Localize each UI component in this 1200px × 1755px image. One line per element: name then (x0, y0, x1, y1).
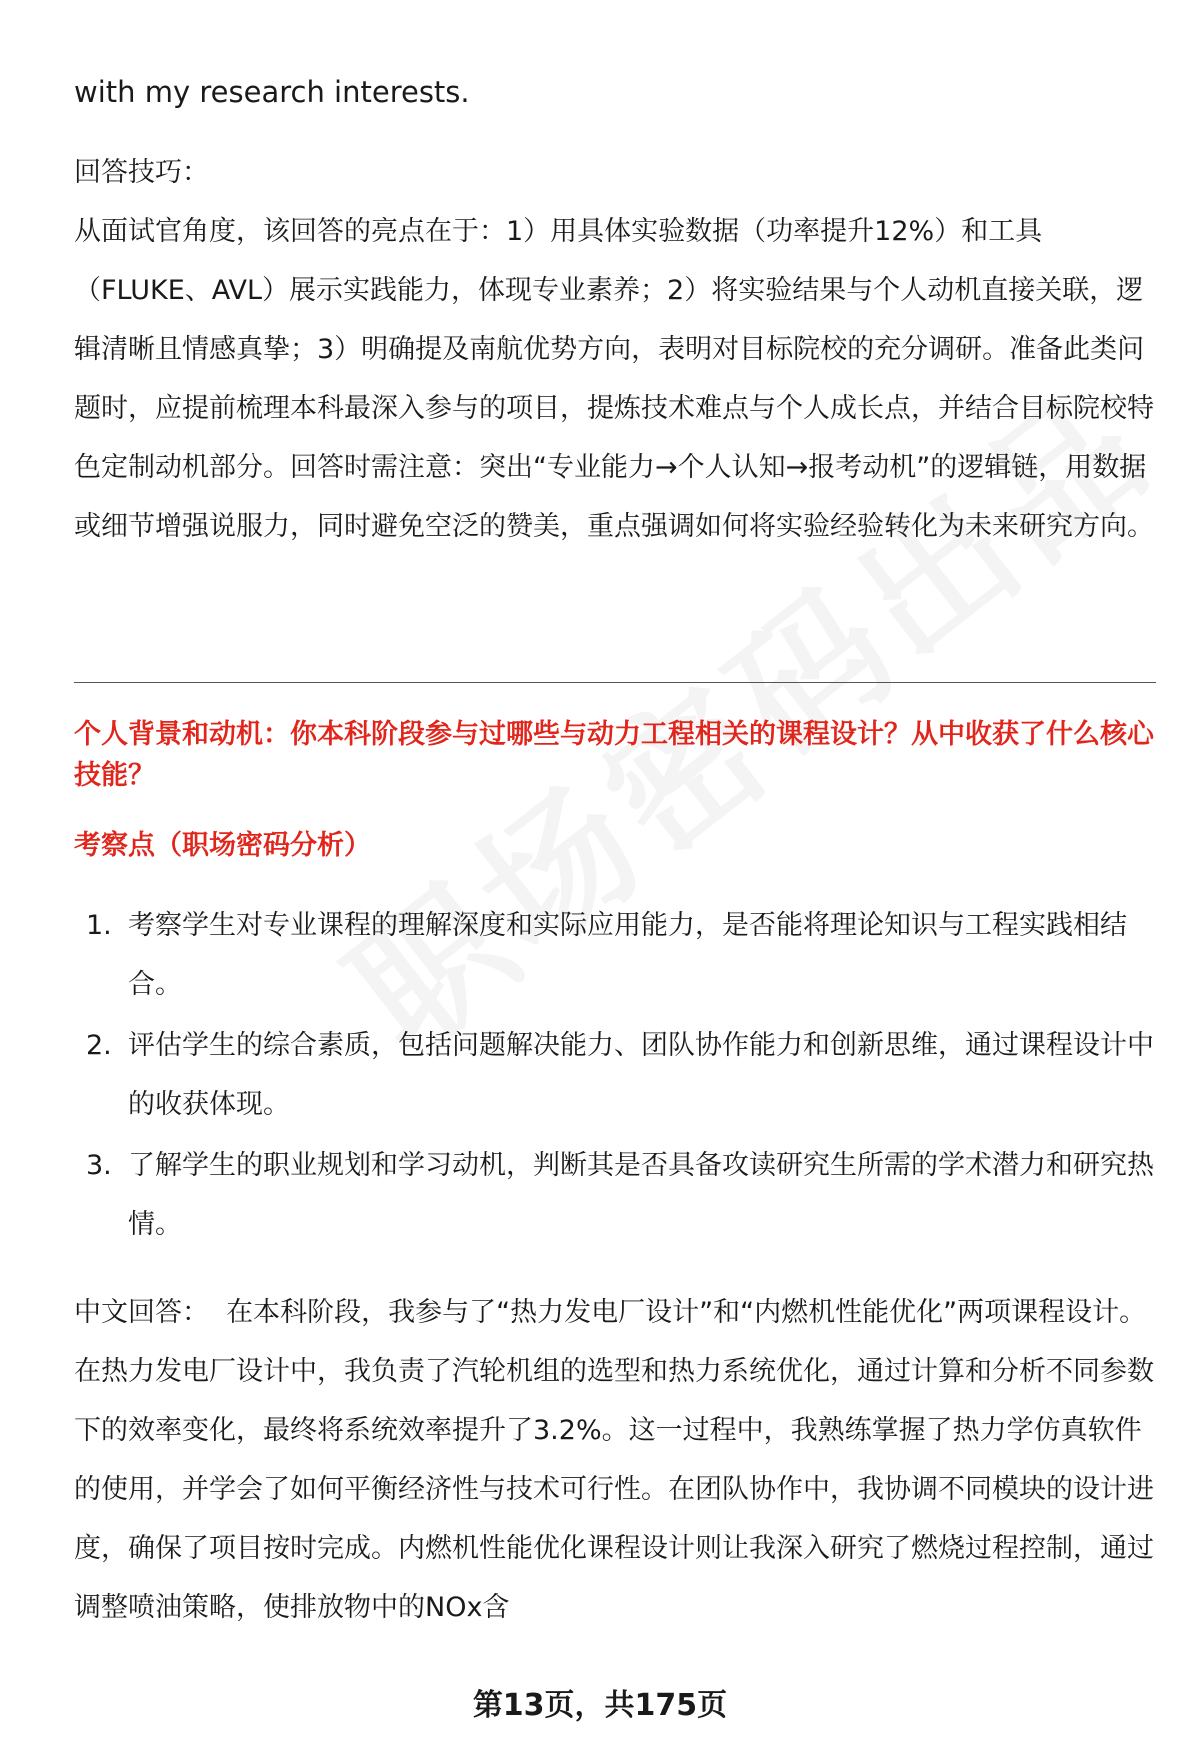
list-item-text: 评估学生的综合素质，包括问题解决能力、团队协作能力和创新思维，通过课程设计中的收获体现。 (128, 1030, 1154, 1120)
page-number: 第13页，共175页 (472, 1688, 728, 1723)
list-item-text: 考察学生对专业课程的理解深度和实际应用能力，是否能将理论知识与工程实践相结合。 (128, 910, 1127, 1000)
answer-paragraph (74, 1283, 1154, 1637)
list-item-number: 1. (86, 910, 112, 941)
list-item-number: 3. (86, 1150, 112, 1181)
intro-tail (74, 63, 1154, 122)
question-section (74, 714, 1154, 796)
section-divider (74, 682, 1156, 683)
list-item (74, 896, 1154, 1014)
list-item (74, 1016, 1154, 1134)
question-title: 个人背景和动机：你本科阶段参与过哪些与动力工程相关的课程设计？从中收获了什么核心技能？ (74, 719, 1154, 791)
focus-heading-block (74, 826, 1154, 866)
focus-points-list (74, 896, 1154, 1254)
answer-body: 在本科阶段，我参与了“热力发电厂设计”和“内燃机性能优化”两项课程设计。在热力发电厂设计中，我负责了汽轮机组的选型和热力系统优化，通过计算和分析不同参数下的效率变化，最终将系统效率提升了3.2%。这一过程中，我熟练掌握了热力学仿真软件的使用，并学会了如何平衡经济性与技术可行性。在团队协作中，我协调不同模块的设计进度，确保了项目按时完成。内燃机性能优化课程设计则让我深入研究了燃烧过程控制，通过调整喷油策略，使排放物中的NOx含 (74, 1297, 1154, 1623)
intro-tail-text: with my research interests. (74, 75, 470, 109)
tips-body: 从面试官角度，该回答的亮点在于：1）用具体实验数据（功率提升12%）和工具（FLUKE、AVL）展示实践能力，体现专业素养；2）将实验结果与个人动机直接关联，逻辑清晰且情感真挚；3）明确提及南航优势方向，表明对目标院校的充分调研。准备此类问题时，应提前梳理本科最深入参与的项目，提炼技术难点与个人成长点，并结合目标院校特色定制动机部分。回答时需注意：突出“专业能力→个人认知→报考动机”的逻辑链，用数据或细节增强说服力，同时避免空泛的赞美，重点强调如何将实验经验转化为未来研究方向。 (74, 216, 1154, 542)
focus-points (74, 896, 1154, 1256)
focus-heading: 考察点（职场密码分析） (74, 830, 371, 861)
answer-label: 中文回答： (74, 1297, 209, 1328)
list-item (74, 1136, 1154, 1254)
list-item-text: 了解学生的职业规划和学习动机，判断其是否具备攻读研究生所需的学术潜力和研究热情。 (128, 1150, 1154, 1240)
list-item-number: 2. (86, 1030, 112, 1061)
chinese-answer-section (74, 1283, 1154, 1637)
answer-tips-section (74, 143, 1154, 556)
tips-label: 回答技巧： (74, 157, 209, 188)
